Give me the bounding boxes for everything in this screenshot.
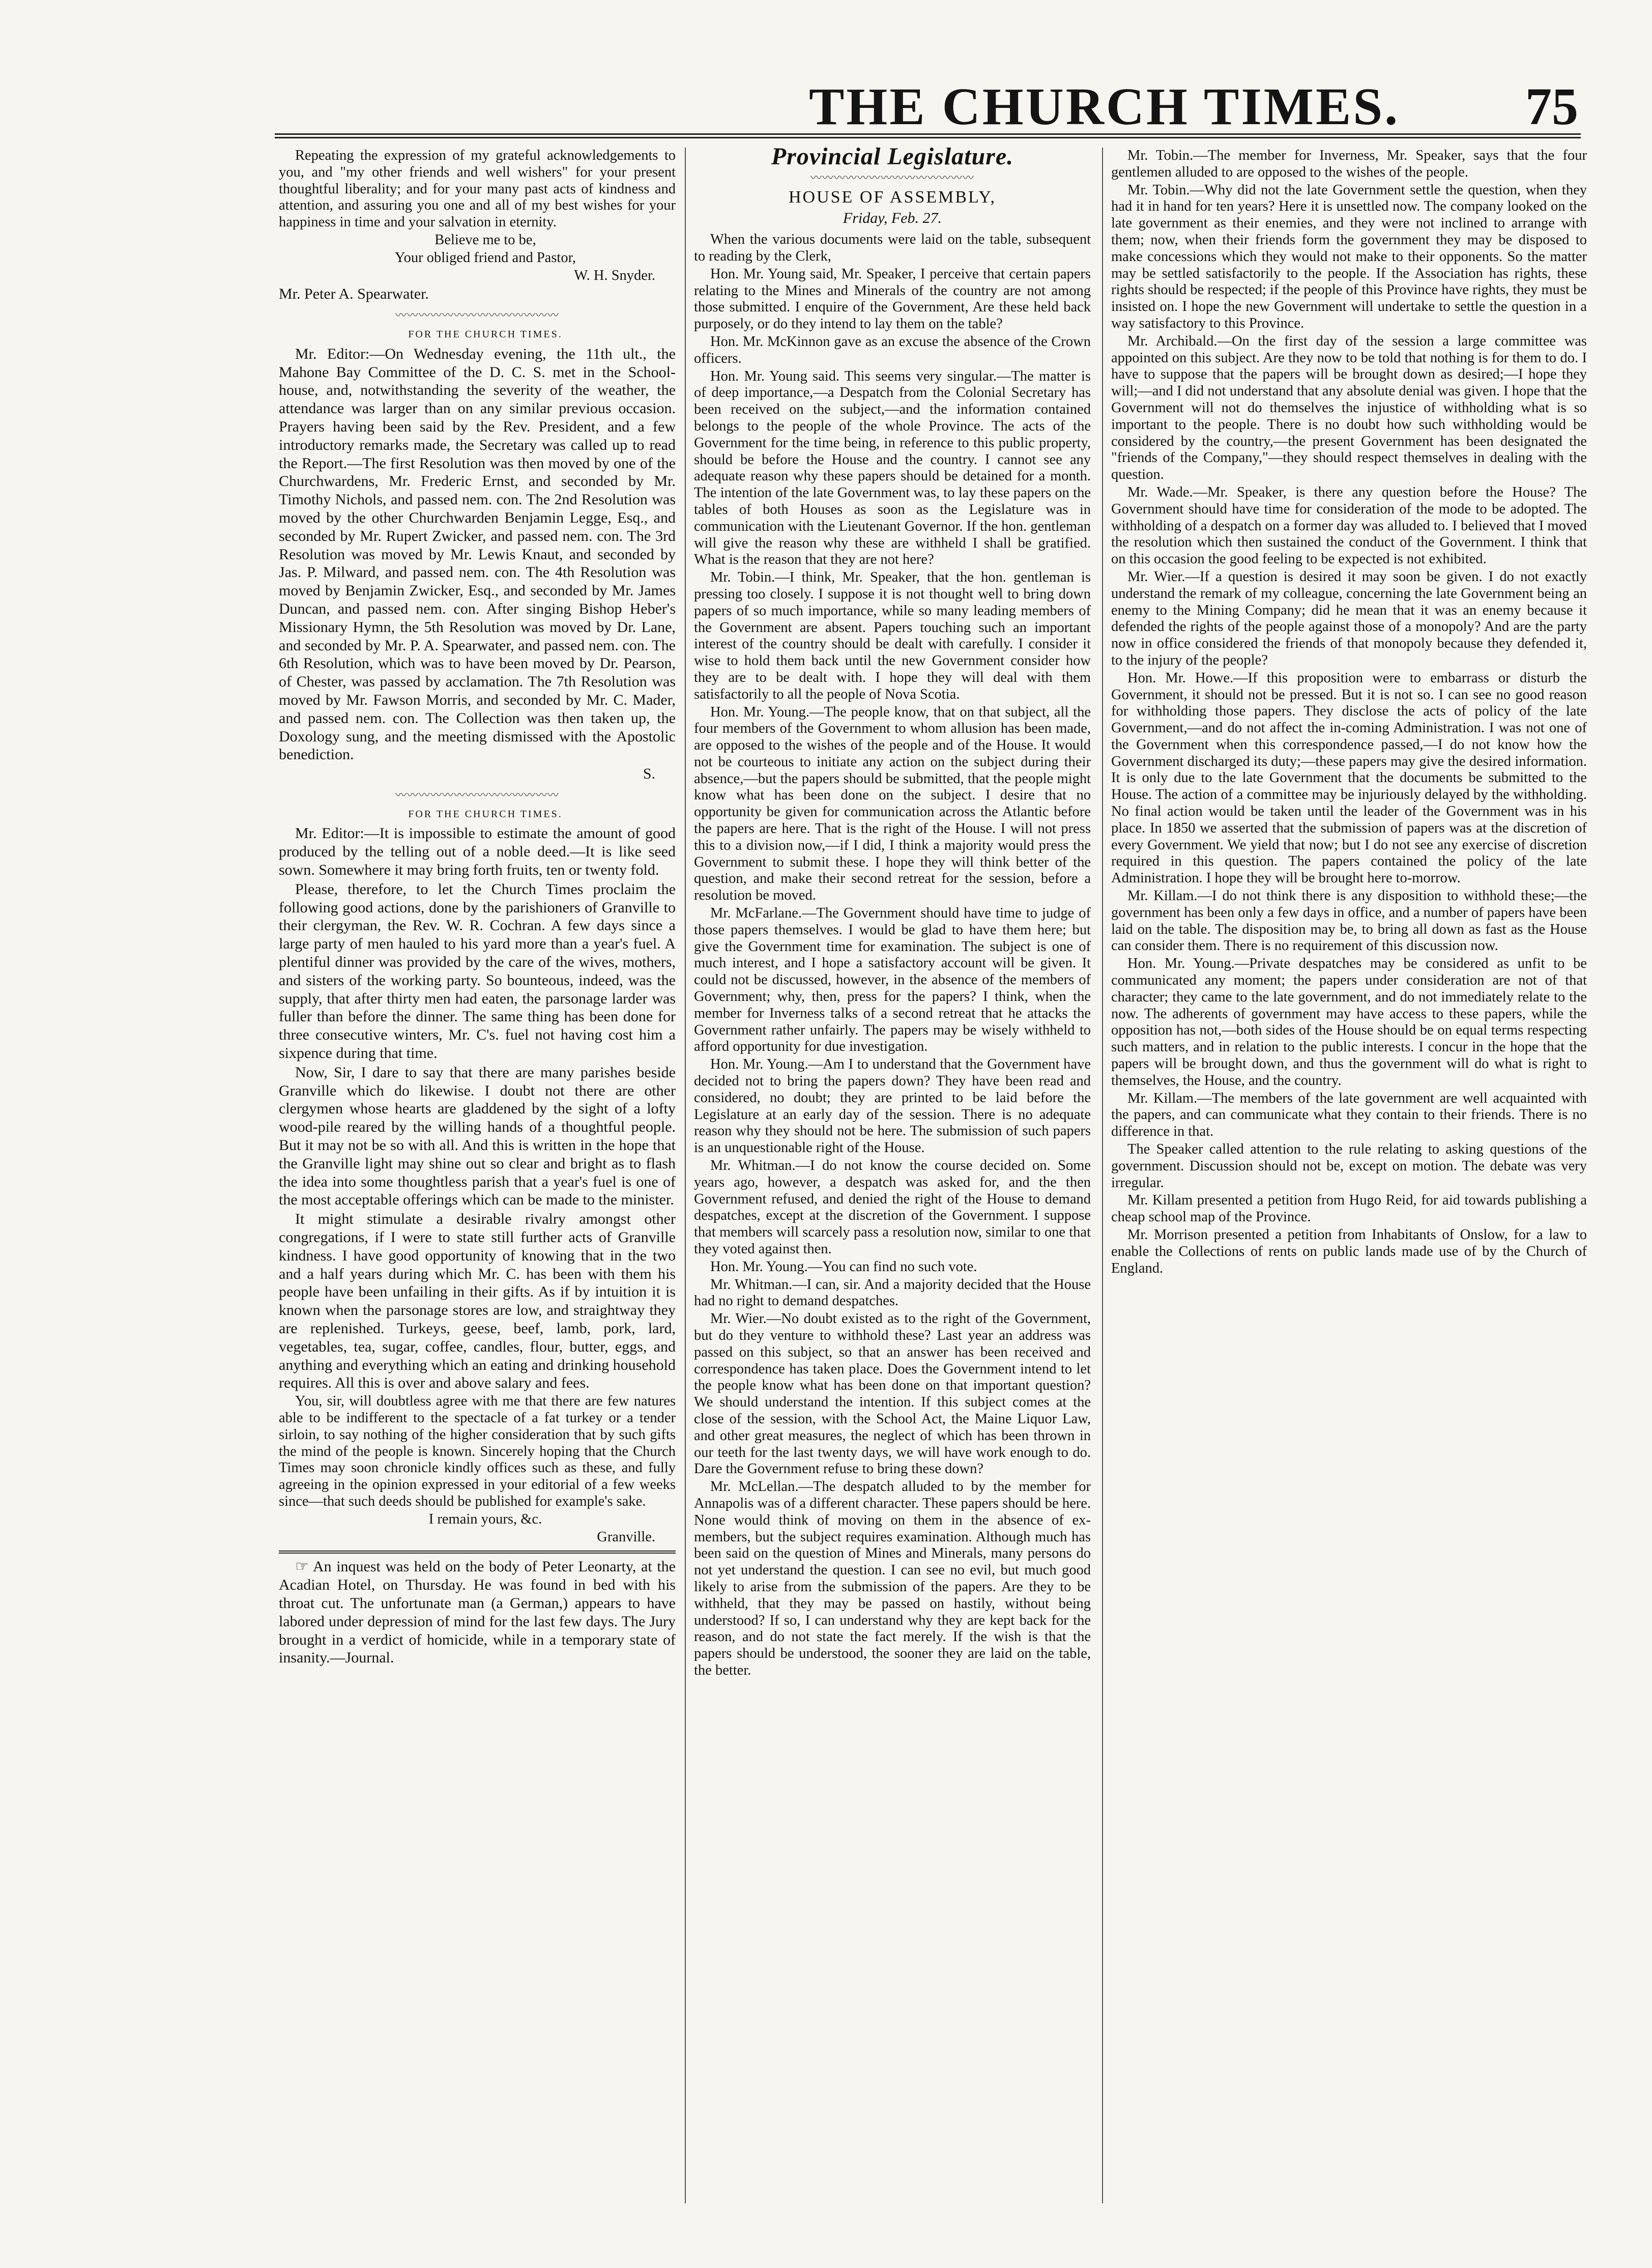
debate-paragraph: Mr. Morrison presented a petition from Inhabitants of Onslow, for a law to enable the Collections of rents on public lands made use of by the Church of England. — [1111, 1227, 1587, 1276]
debate-paragraph: Mr. Wier.—If a question is desired it may soon be given. I do not exactly understand the remark of my colleague, concerning the late Government being an enemy to the Mining Company; did he mean that it was an enemy because it defended the rights of the people against those of a monopoly? And are the party now in office considered the friends of that monopoly because they defended it, to the injury of the people? — [1111, 568, 1587, 668]
section-subheading: HOUSE OF ASSEMBLY, — [788, 187, 996, 207]
debate-paragraph: Mr. Killam.—The members of the late government are well acquainted with the papers, and can communicate what they contain to their friends. There is no difference in that. — [1111, 1090, 1587, 1140]
section-heading: Provincial Legislature. — [771, 148, 1014, 170]
debate-paragraphs — [1111, 148, 1587, 1277]
debate-paragraph: Mr. Whitman.—I can, sir. And a majority decided that the House had no right to demand despatches. — [694, 1276, 1091, 1309]
letter-body: Repeating the expression of my grateful acknowledgements to you, and "my other friends and well wishers" for your present thoughtful liberality; and for your many past acts of kindness and attention, and assuring you one and all of my best wishes for your happiness in time and your salvation in eternity. — [279, 148, 676, 231]
news-item-text: An inquest was held on the body of Peter Leonarty, at the Acadian Hotel, on Thursday. He was found in bed with his throat cut. The unfortunate man (a German,) appears to have labored under depression of mind for the last few days. The Jury brought in a verdict of homicide, while in a temporary state of insanity.—Journal. — [279, 1558, 676, 1667]
article-closing: I remain yours, &c. — [428, 1511, 542, 1527]
section-label: FOR THE CHURCH TIMES. — [408, 328, 563, 340]
debate-paragraph: Hon. Mr. Young said, Mr. Speaker, I perceive that certain papers relating to the Mines and Minerals of the country are not among those submitted. I enquire of the Government, Are these held back purposely, or do they intend to lay them on the table? — [694, 266, 1091, 332]
section-rule — [279, 1551, 676, 1554]
debate-paragraph: Mr. McLellan.—The despatch alluded to by the member for Annapolis was of a different character. These papers should be here. None would think of moving on them in the absence of ex-members, but the subject requires examination. Although much has been said on the question of Mines and Minerals, many persons do not yet understand the question. I can see no evil, but much good likely to arise from the submission of the papers. Are they to be withheld, that they may be passed on hastily, without being understood? If so, I can understand why they are kept back for the reason, and do not state the fact merely. If the wish is that the papers should be understood, the sooner they are laid on the table, the better. — [694, 1479, 1091, 1678]
masthead-rule — [275, 133, 1581, 142]
column-divider — [685, 148, 686, 2203]
letter-signer: W. H. Snyder. — [574, 267, 655, 283]
article-paragraph: It might stimulate a desirable rivalry amongst other congregations, if I were to state still further acts of Granville kindness. I have good opportunity of knowing that in the two and a half years during which Mr. C. has been with them his people have been unfailing in their gifts. As if by intuition it is known when the parsonage stores are low, and straightway they are replenished. Turkeys, geese, beef, lamb, pork, lard, vegetables, tea, sugar, coffee, candles, flour, butter, eggs, and anything and everything which an eating and drinking household requires. All this is over and above salary and fees. — [279, 1211, 676, 1392]
debate-paragraph: Mr. Tobin.—The member for Inverness, Mr. Speaker, says that the four gentlemen alluded to are opposed to the wishes of the people. — [1111, 148, 1587, 180]
debate-paragraph: Mr. Tobin.—Why did not the late Government settle the question, when they had it in hand for ten years? Here it is unsettled now. The company looked on the late government as their enemies, and they were not inclined to arrange with them; now, when their friends form the government they may be disposed to make concessions which they would not make to their opponents. So the matter may be settled satisfactorily to the people. If the Association has rights, these rights should be respected; if the people of this Province have rights, they must be insisted on. I hope the new Government will undertake to settle the question in a way satisfactory to this Province. — [1111, 182, 1587, 331]
article-signer: S. — [643, 765, 655, 783]
debate-paragraph: Hon. Mr. McKinnon gave as an excuse the absence of the Crown officers. — [694, 333, 1091, 366]
debate-paragraphs — [694, 232, 1091, 1679]
masthead — [275, 76, 1578, 135]
debate-paragraph: Mr. McFarlane.—The Government should have time to judge of those papers themselves. I would be glad to have them here; but give the Government time for examination. The subject is one of much interest, and I hope a satisfactory account will be given. It could not be discussed, however, in the absence of the members of Government; why, then, press for the papers? I think, when the member for Inverness talks of a second retreat that he attacks the Government rather unfairly. The papers may be wisely withheld to afford opportunity for due investigation. — [694, 905, 1091, 1055]
column-divider — [1102, 148, 1103, 2203]
wavy-divider: 〰〰〰〰〰〰〰〰〰〰〰〰〰〰 — [395, 309, 559, 322]
article-signer: Granville. — [597, 1529, 655, 1545]
debate-paragraph: The Speaker called attention to the rule relating to asking questions of the government. Discussion should not be, except on motion. The debate was very irregular. — [1111, 1141, 1587, 1191]
column-middle — [694, 148, 1091, 2203]
debate-paragraph: Mr. Wade.—Mr. Speaker, is there any question before the House? The Government should have time for consideration of the mode to be adopted. The withholding of a despatch on a former day was alluded to. I believed that I moved the resolution which then sustained the conduct of the Government. I think that on this occasion the good feeling to be expected is not exhibited. — [1111, 484, 1587, 567]
section-label: FOR THE CHURCH TIMES. — [408, 808, 563, 820]
column-right — [1111, 148, 1587, 2203]
article-paragraph: You, sir, will doubtless agree with me that there are few natures able to be indifferent to the spectacle of a fat turkey or a tender sirloin, to say nothing of the higher consideration that by such gifts the mind of the people is known. Sincerely hoping that the Church Times may soon chronicle kindly offices such as these, and fully agreeing in the opinion expressed in your editorial of a few weeks since—that such deeds should be published for example's sake. — [279, 1393, 676, 1509]
article-paragraph: Mr. Editor:—On Wednesday evening, the 11th ult., the Mahone Bay Committee of the D. C. S. met in the School-house, and, notwithstanding the severity of the weather, the attendance was larger than on any similar previous occasion. Prayers having been said by the Rev. President, and a few introductory remarks made, the Secretary was called up to read the Report.—The first Resolution was then moved by one of the Churchwardens, Mr. Frederic Ernst, and seconded by Mr. Timothy Nichols, and passed nem. con. The 2nd Resolution was moved by the other Churchwarden Benjamin Legge, Esq., and seconded by Mr. Rupert Zwicker, and passed nem. con. The 3rd Resolution was moved by Mr. Lewis Knaut, and seconded by Jas. P. Milward, and passed nem. con. The 4th Resolution was moved by Benjamin Zwicker, Esq., and seconded by Mr. James Duncan, and passed nem. con. After singing Bishop Heber's Missionary Hymn, the 5th Resolution was moved by Dr. Lane, and seconded by Mr. P. A. Spearwater, and passed nem. con. The 6th Resolution, which was to have been moved by Dr. Pearson, of Chester, was passed by acclamation. The 7th Resolution was moved by Mr. Fawson Morris, and seconded by Mr. C. Mader, and passed nem. con. The Collection was then taken up, the Doxology sung, and the meeting dismissed with the Apostolic benediction. — [279, 345, 676, 763]
debate-paragraph: Mr. Killam presented a petition from Hugo Reid, for aid towards publishing a cheap school map of the Province. — [1111, 1192, 1587, 1225]
debate-paragraph: Mr. Archibald.—On the first day of the session a large committee was appointed on this subject. Are they now to be told that nothing is for them to do. I have to suppose that the papers will be brought down as desired;—I hope they will;—and I did not understand that any absolute denial was given. I hope that the Government will not do themselves the injustice of withholding what is so important to the people. There is no doubt how such withholding would be considered by the country,—the present Government has been designated the "friends of the Company,"—they should respect themselves in dealing with the question. — [1111, 333, 1587, 483]
debate-paragraph: Hon. Mr. Howe.—If this proposition were to embarrass or disturb the Government, it should not be pressed. But it is not so. I can see no good reason for withholding those papers. They disclose the acts of policy of the late Government,—and do not affect the in-coming Administration. I was not one of the Government when this correspondence passed,—I do not know how the Government discharged its duty;—these papers may give the desired information. It is only due to the late Government that the documents be submitted to the House. The action of a committee may be injuriously delayed by the withholding. No final action would be taken until the leader of the Government was in his place. In 1850 we asserted that the submission of papers was at the discretion of every Government. We yield that now; but I do not see any exercise of discretion required in this question. The papers contained the policy of the late Administration. I hope they will be brought here to-morrow. — [1111, 670, 1587, 886]
debate-paragraph: Hon. Mr. Young.—Am I to understand that the Government have decided not to bring the papers down? They have been read and considered, no doubt; they are printed to be laid before the Legislature at an early day of the session. There is no adequate reason why they should not be here. The submission of such papers is an unquestionable right of the House. — [694, 1056, 1091, 1156]
debate-paragraph: Mr. Tobin.—I think, Mr. Speaker, that the hon. gentleman is pressing too closely. I suppose it is not thought well to bring down papers of so much importance, while so many leading members of the Government are absent. Papers touching such an important interest of the country should be dealt with carefully. I consider it wise to hold them back until the new Government consider how they are to be dealt with. I hope they will deal with them satisfactorily to all the people of Nova Scotia. — [694, 569, 1091, 702]
debate-paragraph: Mr. Whitman.—I do not know the course decided on. Some years ago, however, a despatch was asked for, and the then Government refused, and denied the right of the House to demand despatches, except at the discretion of the Government. I suppose that members will scarcely pass a resolution now, similar to one that they voted against then. — [694, 1158, 1091, 1257]
column-left — [279, 148, 676, 2203]
debate-paragraph: Mr. Wier.—No doubt existed as to the right of the Government, but do they venture to withhold these? Last year an address was passed on this subject, so that an answer has been received and correspondence has taken place. Does the Government intend to let the people know what has been done on that important question? We should understand the intention. If this subject comes at the close of the session, with the School Act, the Maine Liquor Law, and other great measures, the neglect of which has been thrown in our teeth for the last twenty days, we will have work enough to do. Dare the Government refuse to bring these down? — [694, 1311, 1091, 1477]
debate-paragraph: Mr. Killam.—I do not think there is any disposition to withhold these;—the government has been only a few days in office, and a number of papers have been laid on the table. The disposition may be, to bring all down as fast as the House can consider them. There is no requirement of this discussion now. — [1111, 888, 1587, 954]
article-paragraph: Please, therefore, to let the Church Times proclaim the following good actions, done by the parishioners of Granville to their clergyman, the Rev. W. R. Cochran. A few days since a large party of men hauled to his yard more than a year's fuel. A plentiful dinner was provided by the care of the wives, mothers, and sisters of the working party. So bounteous, indeed, was the supply, that after thirty men had eaten, the parsonage larder was fuller than before the dinner. The same thing has been done for three consecutive winters, Mr. C's. fuel not having cost him a sixpence during that time. — [279, 880, 676, 1062]
letter-recipient: Mr. Peter A. Spearwater. — [279, 285, 429, 303]
article-paragraph: Mr. Editor:—It is impossible to estimate the amount of good produced by the telling out of a noble deed.—It is like seed sown. Somewhere it may bring forth fruits, ten or twenty fold. — [279, 825, 676, 879]
newspaper-title: THE CHURCH TIMES. — [809, 77, 1400, 136]
debate-paragraph: Hon. Mr. Young said. This seems very singular.—The matter is of deep importance,—a Despatch from the Colonial Secretary has been received on the subject,—and the information contained belongs to the people of the whole Province. The acts of the Government for the time being, in reference to this public property, should be before the House and the country. I cannot see any adequate reason why these papers should be detained for a month. The intention of the late Government was, to lay these papers on the tables of both Houses as soon as the Legislature was in communication with the Lieutenant Governor. If the hon. gentleman will give the reason why these are withheld I shall be gratified. What is the reason that they are not here? — [694, 368, 1091, 568]
news-item-inquest — [279, 1558, 676, 1667]
debate-paragraph: When the various documents were laid on the table, subsequent to reading by the Clerk, — [694, 232, 1091, 264]
dateline: Friday, Feb. 27. — [843, 210, 942, 227]
wavy-divider: 〰〰〰〰〰〰〰〰〰〰〰〰〰〰 — [395, 788, 559, 801]
letter-closing: Believe me to be, — [434, 232, 536, 248]
letter-closing: Your obliged friend and Pastor, — [394, 249, 576, 266]
page-number: 75 — [1525, 77, 1578, 136]
wavy-divider: 〰〰〰〰〰〰〰〰〰〰〰〰〰〰 — [810, 171, 974, 184]
debate-paragraph: Hon. Mr. Young.—You can find no such vote. — [710, 1258, 977, 1275]
debate-paragraph: Hon. Mr. Young.—Private despatches may be considered as unfit to be communicated any moment; the papers under consideration are not of that character; they came to the late government, and do not immediately relate to the now. The adherents of government may have access to these papers, while the opposition has not,—both sides of the House should be on equal terms respecting such matters, and in relation to the public interests. I concur in the hope that the papers will be brought down, and thus the government will do what is right to themselves, the House, and the country. — [1111, 956, 1587, 1088]
debate-paragraph: Hon. Mr. Young.—The people know, that on that subject, all the four members of the Government to whom allusion has been made, are opposed to the wishes of the people and of the House. It would not be courteous to initiate any action on the subject during their absence,—but the papers should be submitted, that the people might know what has been done on the subject. I desire that no opportunity be given for communication across the Atlantic before the papers are here. That is the right of the House. I will not press this to a division now,—if I did, I think a majority would press the Government to submit these. I hope they will think better of the question, and make their second retreat for the session, before a resolution be moved. — [694, 704, 1091, 904]
article-paragraph: Now, Sir, I dare to say that there are many parishes beside Granville which do likewise. I doubt not there are other clergymen whose hearts are gladdened by the sight of a lofty wood-pile reared by the willing hands of a thoughtful people. But it may not be so with all. And this is written in the hope that the Granville light may shine out so clear and bright as to flash the idea into some thoughtless parish that a year's fuel is one of the most acceptable offerings which can be made to the minister. — [279, 1064, 676, 1209]
pointing-hand-icon: ☞ — [295, 1558, 309, 1575]
